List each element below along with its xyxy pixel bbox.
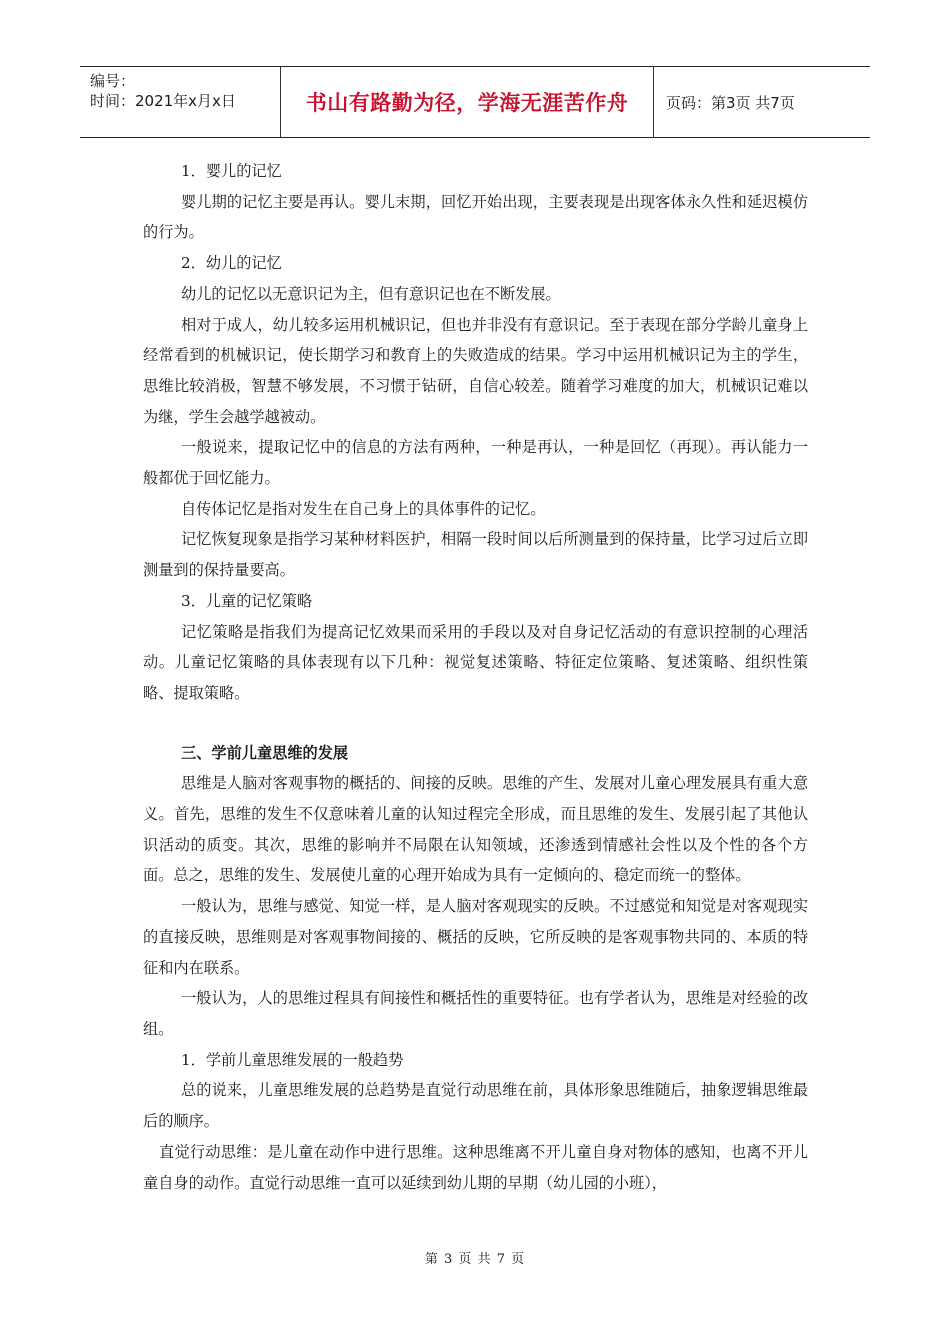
- paragraph: 一般认为，思维与感觉、知觉一样，是人脑对客观现实的反映。不过感觉和知觉是对客观现实的直接反映，思维则是对客观事物间接的、概括的反映，它所反映的是客观事物共同的、本质的特征和内在联系。: [143, 897, 808, 977]
- paragraph: 记忆策略是指我们为提高记忆效果而采用的手段以及对自身记忆活动的有意识控制的心理活动。儿童记忆策略的具体表现有以下几种：视觉复述策略、特征定位策略、复述策略、组织性策略、提取策略。: [143, 622, 808, 702]
- header-number-label: 编号：: [90, 72, 136, 90]
- paragraph: 记忆恢复现象是指学习某种材料医护，相隔一段时间以后所测量到的保持量，比学习过后立即测量到的保持量要高。: [143, 530, 808, 580]
- page-header: [80, 66, 870, 138]
- subheading-toddler-memory: 2．幼儿的记忆: [181, 254, 282, 273]
- section-heading-thinking: 三、学前儿童思维的发展: [181, 743, 349, 762]
- document-body: [143, 156, 808, 1198]
- paragraph: 相对于成人，幼儿较多运用机械识记，但也并非没有有意识记。至于表现在部分学龄儿童身上经常看到的机械识记，使长期学习和教育上的失败造成的结果。学习中运用机械识记为主的学生，思维比较消极，智慧不够发展，不习惯于钻研，自信心较差。随着学习难度的加大，机械识记难以为继，学生会越学越被动。: [143, 315, 808, 426]
- paragraph: 幼儿的记忆以无意识记为主，但有意识记也在不断发展。: [181, 284, 561, 303]
- header-page-label: 页码：第3页 共7页: [666, 93, 795, 112]
- paragraph: 总的说来，儿童思维发展的总趋势是直觉行动思维在前，具体形象思维随后，抽象逻辑思维最后的顺序。: [143, 1081, 808, 1131]
- header-motto: 书山有路勤为径，学海无涯苦作舟: [281, 67, 654, 137]
- section-gap: [143, 709, 808, 738]
- paragraph: 一般认为，人的思维过程具有间接性和概括性的重要特征。也有学者认为，思维是对经验的改组。: [143, 989, 808, 1038]
- subheading-memory-strategy: 3．儿童的记忆策略: [181, 591, 313, 610]
- header-time-label: 时间：2021年x月x日: [90, 92, 236, 110]
- paragraph: 自传体记忆是指对发生在自己身上的具体事件的记忆。: [181, 499, 546, 518]
- paragraph: 一般说来，提取记忆中的信息的方法有两种，一种是再认，一种是回忆（再现）。再认能力一般都优于回忆能力。: [143, 438, 808, 488]
- paragraph: 思维是人脑对客观事物的概括的、间接的反映。思维的产生、发展对儿童心理发展具有重大意义。首先，思维的发生不仅意味着儿童的认知过程完全形成，而且思维的发生、发展引起了其他认识活动的质变。其次，思维的影响并不局限在认知领域，还渗透到情感社会性以及个性的各个方面。总之，思维的发生、发展使儿童的心理开始成为具有一定倾向的、稳定而统一的整体。: [143, 774, 808, 885]
- paragraph: 直觉行动思维：是儿童在动作中进行思维。这种思维离不开儿童自身对物体的感知，也离不开儿童自身的动作。直觉行动思维一直可以延续到幼儿期的早期（幼儿园的小班），: [143, 1142, 808, 1192]
- subheading-infant-memory: 1．婴儿的记忆: [181, 162, 282, 180]
- header-meta: [80, 67, 281, 137]
- subheading-thinking-trend: 1．学前儿童思维发展的一般趋势: [181, 1050, 404, 1069]
- paragraph: 婴儿期的记忆主要是再认。婴儿末期，回忆开始出现，主要表现是出现客体永久性和延迟模仿的行为。: [143, 192, 808, 242]
- page-footer: 第 3 页 共 7 页: [424, 1252, 526, 1267]
